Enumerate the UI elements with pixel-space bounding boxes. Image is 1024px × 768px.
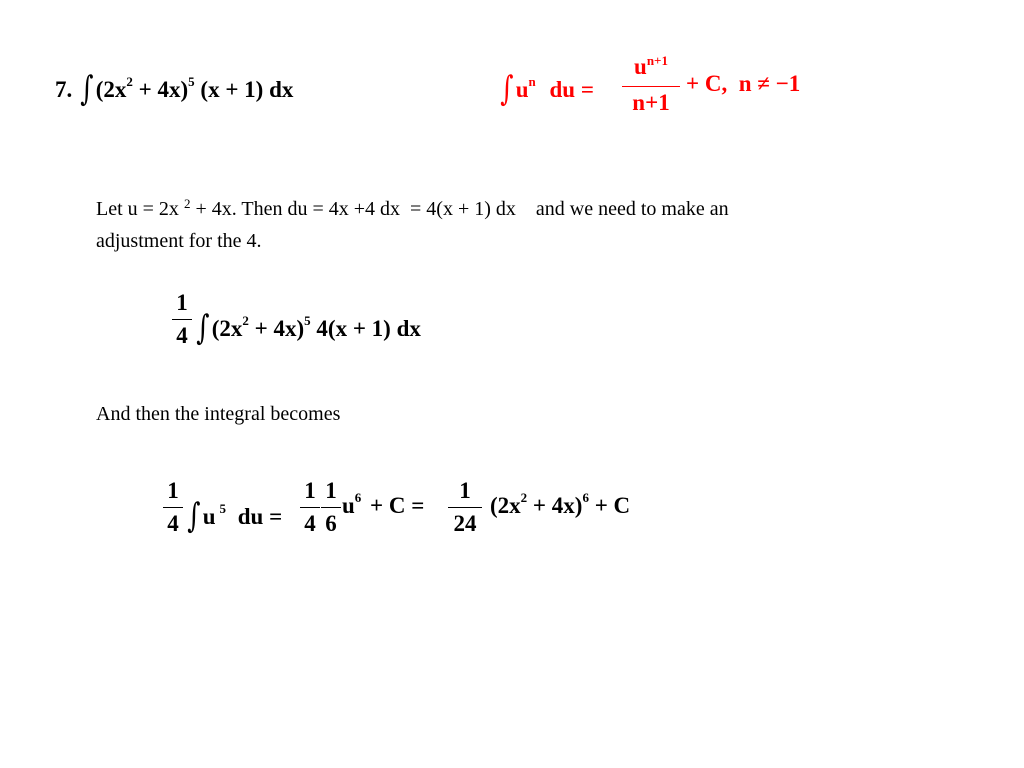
- transition-text: And then the integral becomes: [96, 403, 341, 425]
- fraction-denominator: 4: [176, 323, 188, 348]
- integral-sign: ∫: [196, 308, 210, 348]
- adjusted-integral: $\int(2x^2 + 4x)^5$ 4(x + 1) dx: [196, 308, 421, 348]
- integrand-part: (x + 1) dx: [194, 77, 294, 102]
- fraction-numerator: 1: [304, 478, 316, 503]
- integral-sign: ∫: [187, 496, 201, 536]
- exponent: 2: [126, 74, 133, 89]
- result-expression: $(2x^2 + 4x)^6 + C$: [490, 490, 631, 518]
- result-integral: ∫u $^5$ du =: [187, 496, 283, 536]
- fraction-denominator: 4: [304, 511, 316, 536]
- fraction-denominator: 4: [167, 511, 179, 536]
- fraction-numerator: 1: [325, 478, 337, 503]
- result-fraction-2: [300, 478, 320, 537]
- formula-du-equals: du =: [549, 77, 594, 102]
- power-rule-formula: [498, 66, 594, 109]
- result-fraction-1: [163, 478, 183, 537]
- formula-tail: + C, n ≠ −1: [686, 71, 801, 96]
- fraction-bar: [172, 319, 192, 320]
- integral-sign: ∫: [500, 69, 514, 109]
- fraction-bar: [321, 507, 341, 508]
- integrand-part: + 4x): [132, 77, 189, 102]
- exponent: 6: [354, 490, 362, 505]
- exponent: 2: [242, 313, 249, 328]
- fraction-bar: [300, 507, 320, 508]
- adjust-fraction: [172, 290, 192, 349]
- fraction-numerator: 1: [176, 290, 188, 315]
- exponent: 6: [582, 490, 589, 505]
- exponent: 2: [520, 490, 528, 505]
- fraction-denominator: n+1: [632, 90, 670, 115]
- result-fraction-4: [448, 478, 482, 537]
- fraction-bar: [622, 86, 680, 87]
- fraction-bar: [448, 507, 482, 508]
- fraction-denominator: 6: [325, 511, 337, 536]
- fraction-bar: [163, 507, 183, 508]
- fraction-denominator: 24: [453, 511, 477, 536]
- formula-base: u: [515, 77, 529, 102]
- explanation-paragraph: [96, 194, 729, 257]
- fraction-numerator: $u^{n+1}$: [634, 53, 668, 79]
- exponent: 5: [219, 501, 227, 516]
- exponent: 5: [188, 74, 195, 89]
- integrand-part: (2x: [95, 77, 127, 102]
- integral-sign: ∫: [80, 69, 94, 109]
- fraction-numerator: 1: [167, 478, 179, 503]
- fraction-numerator: 1: [459, 478, 471, 503]
- problem-number: 7.: [55, 77, 73, 102]
- explanation-line-2: adjustment for the 4.: [96, 230, 262, 252]
- explanation-line-1: Let u = 2x $^2$ + 4x. Then du = 4x +4 dx = 4(x + 1) dx and we need to make an: [96, 196, 729, 220]
- exponent: n: [528, 74, 536, 89]
- formula-fraction: [622, 54, 680, 116]
- result-antiderivative: $u^6 + C$ =: [342, 490, 425, 518]
- exponent: 2: [183, 196, 191, 211]
- exponent: 5: [304, 313, 311, 328]
- result-fraction-3: [321, 478, 341, 537]
- problem-statement: [55, 66, 294, 109]
